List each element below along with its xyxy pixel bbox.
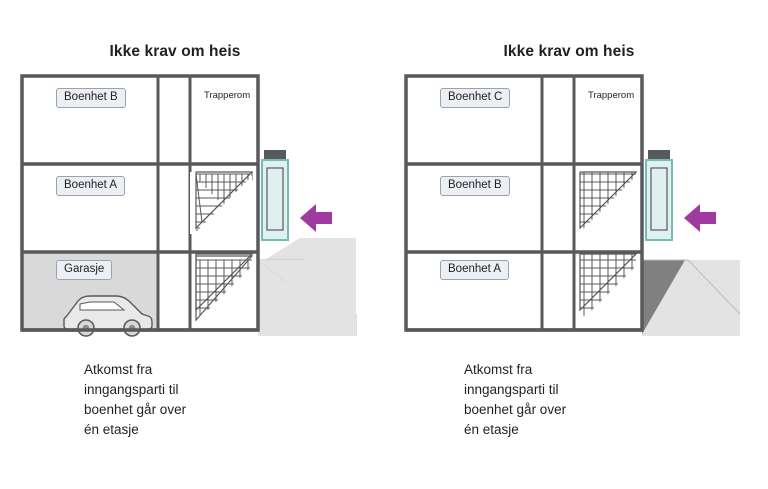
panel-right (384, 0, 768, 489)
room-label: Garasje (56, 260, 112, 280)
stair-room-label: Trapperom (588, 90, 635, 101)
caption-line: én etasje (84, 422, 139, 437)
caption-line: boenhet går over (464, 402, 567, 417)
stair-room-label: Trapperom (204, 90, 251, 101)
caption-line: boenhet går over (84, 402, 187, 417)
caption-line: inngangsparti til (84, 382, 179, 397)
caption-line: Atkomst fra (84, 362, 153, 377)
caption-line: inngangsparti til (464, 382, 559, 397)
room-label: Boenhet A (56, 176, 125, 196)
room-label: Boenhet C (440, 88, 510, 108)
panel-left-building (0, 64, 384, 344)
panel-left-title: Ikke krav om heis (109, 43, 241, 60)
room-label: Boenhet B (440, 176, 510, 196)
caption-line: én etasje (464, 422, 519, 437)
room-label: Boenhet B (56, 88, 126, 108)
panel-right-title: Ikke krav om heis (503, 43, 635, 60)
panel-right-caption (464, 360, 566, 440)
caption-line: Atkomst fra (464, 362, 533, 377)
panel-left-caption (84, 360, 186, 440)
panel-right-building (384, 64, 768, 344)
room-label: Boenhet A (440, 260, 509, 280)
